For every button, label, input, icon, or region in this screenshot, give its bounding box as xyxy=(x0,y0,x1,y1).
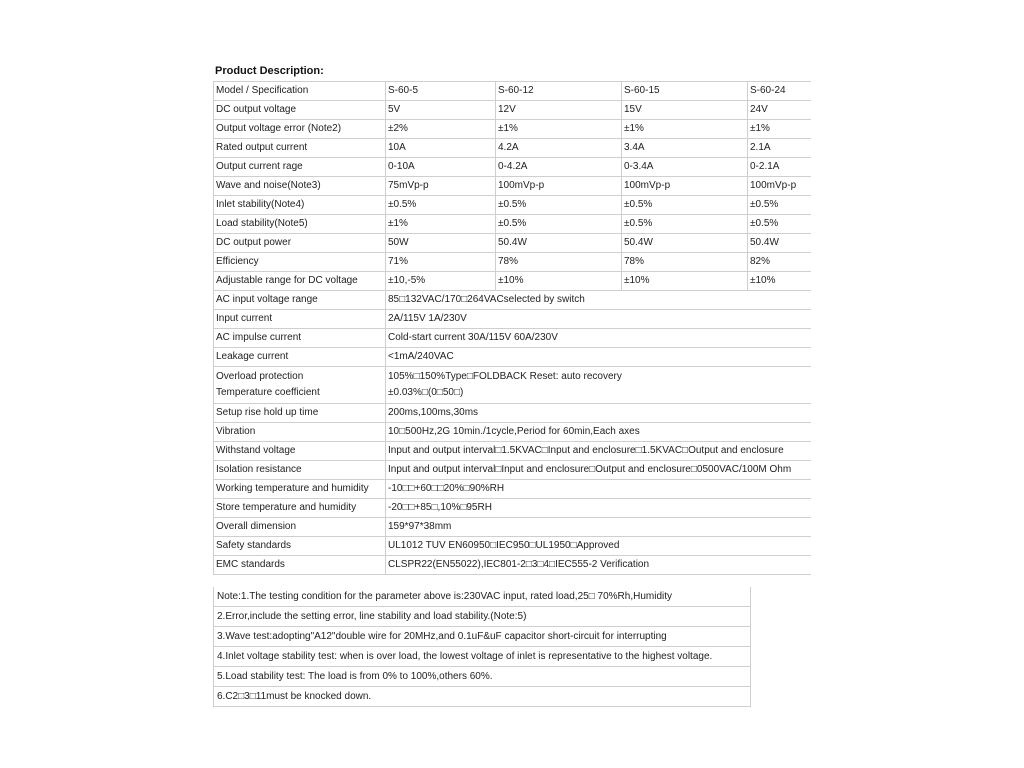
cell-value: ±2% xyxy=(386,120,496,139)
row-label: Inlet stability(Note4) xyxy=(214,196,386,215)
table-row xyxy=(214,556,812,575)
cell-value: Input and output interval□Input and enclosure□Output and enclosure□0500VAC/100M Ohm xyxy=(386,461,812,480)
row-label: Safety standards xyxy=(214,537,386,556)
cell-value: ±0.5% xyxy=(622,196,748,215)
row-label: Withstand voltage xyxy=(214,442,386,461)
cell-value: ±10% xyxy=(496,272,622,291)
row-label: Wave and noise(Note3) xyxy=(214,177,386,196)
row-label: Efficiency xyxy=(214,253,386,272)
row-label: DC output power xyxy=(214,234,386,253)
cell-value: 50.4W xyxy=(496,234,622,253)
cell-value: <1mA/240VAC xyxy=(386,348,812,367)
cell-value: 10A xyxy=(386,139,496,158)
cell-value: ±10% xyxy=(622,272,748,291)
notes-section xyxy=(213,587,751,707)
cell-value: ±1% xyxy=(622,120,748,139)
row-label-stack xyxy=(214,367,386,404)
table-row xyxy=(214,120,812,139)
cell-value: 85□132VAC/170□264VACselected by switch xyxy=(386,291,812,310)
note-line: Note:1.The testing condition for the parameter above is:230VAC input, rated load,25□ 70%Rh,Humidity xyxy=(217,591,672,602)
cell-value: ±0.5% xyxy=(748,215,812,234)
row-label: Isolation resistance xyxy=(214,461,386,480)
table-row xyxy=(214,461,812,480)
cell-value: ±0.03%□(0□50□) xyxy=(388,387,464,398)
row-label: Overall dimension xyxy=(214,518,386,537)
cell-value: 159*97*38mm xyxy=(386,518,812,537)
table-row xyxy=(214,348,812,367)
cell-value: 0-2.1A xyxy=(748,158,812,177)
table-row xyxy=(214,423,812,442)
table-row xyxy=(214,404,812,423)
row-label: AC input voltage range xyxy=(214,291,386,310)
cell-value: 2.1A xyxy=(748,139,812,158)
row-label: Rated output current xyxy=(214,139,386,158)
cell-value: 100mVp-p xyxy=(496,177,622,196)
spec-table-viewport xyxy=(213,81,811,587)
cell-value: ±1% xyxy=(386,215,496,234)
cell-value: 12V xyxy=(496,101,622,120)
row-label: Output voltage error (Note2) xyxy=(214,120,386,139)
cell-value: 75mVp-p xyxy=(386,177,496,196)
table-row xyxy=(214,196,812,215)
note-line: 3.Wave test:adopting"A12"double wire for 20MHz,and 0.1uF&uF capacitor short-circuit for interrupting xyxy=(214,626,750,646)
cell-value: 10□500Hz,2G 10min./1cycle,Period for 60min,Each axes xyxy=(386,423,812,442)
table-row xyxy=(214,253,812,272)
table-row xyxy=(214,329,812,348)
cell-value: 78% xyxy=(496,253,622,272)
table-row xyxy=(214,215,812,234)
table-row xyxy=(214,480,812,499)
model-header: S-60-24 xyxy=(748,82,812,101)
cell-value: 82% xyxy=(748,253,812,272)
cell-value: 78% xyxy=(622,253,748,272)
cell-value: ±10,-5% xyxy=(386,272,496,291)
cell-value: 50W xyxy=(386,234,496,253)
table-row xyxy=(214,234,812,253)
cell-value: 2A/115V 1A/230V xyxy=(386,310,812,329)
table-row-stacked xyxy=(214,367,812,404)
model-header: S-60-12 xyxy=(496,82,622,101)
cell-value: Cold-start current 30A/115V 60A/230V xyxy=(386,329,812,348)
cell-value: 50.4W xyxy=(748,234,812,253)
table-row xyxy=(214,291,812,310)
cell-value-stack xyxy=(386,367,812,404)
note-line: 5.Load stability test: The load is from 0% to 100%,others 60%. xyxy=(214,666,750,686)
cell-value: 0-10A xyxy=(386,158,496,177)
row-label: Setup rise hold up time xyxy=(214,404,386,423)
cell-value: ±0.5% xyxy=(386,196,496,215)
row-label: Output current rage xyxy=(214,158,386,177)
cell-value: 50.4W xyxy=(622,234,748,253)
row-label: AC impulse current xyxy=(214,329,386,348)
model-header: S-60-15 xyxy=(622,82,748,101)
spec-table xyxy=(213,81,811,575)
cell-value: 200ms,100ms,30ms xyxy=(386,404,812,423)
row-label: Overload protection xyxy=(216,371,304,382)
table-row xyxy=(214,442,812,461)
row-label: Temperature coefficient xyxy=(216,387,320,398)
row-label: Working temperature and humidity xyxy=(214,480,386,499)
cell-value: ±0.5% xyxy=(622,215,748,234)
cell-value: ±10% xyxy=(748,272,812,291)
cell-value: 0-4.2A xyxy=(496,158,622,177)
cell-value: 24V xyxy=(748,101,812,120)
row-label: Store temperature and humidity xyxy=(214,499,386,518)
cell-value: 105%□150%Type□FOLDBACK Reset: auto recovery xyxy=(388,371,622,382)
cell-value: Input and output interval□1.5KVAC□Input and enclosure□1.5KVAC□Output and enclosure xyxy=(386,442,812,461)
table-row xyxy=(214,177,812,196)
cell-value: -20□□+85□,10%□95RH xyxy=(386,499,812,518)
cell-value: 5V xyxy=(386,101,496,120)
cell-value: 100mVp-p xyxy=(748,177,812,196)
table-header-row xyxy=(214,82,812,101)
cell-value: ±1% xyxy=(748,120,812,139)
table-row xyxy=(214,158,812,177)
row-label: Adjustable range for DC voltage xyxy=(214,272,386,291)
note-line: 6.C2□3□11must be knocked down. xyxy=(214,686,750,706)
cell-value: ±0.5% xyxy=(496,196,622,215)
cell-value: UL1012 TUV EN60950□IEC950□UL1950□Approved xyxy=(386,537,812,556)
row-label: Leakage current xyxy=(214,348,386,367)
cell-value: CLSPR22(EN55022),IEC801-2□3□4□IEC555-2 Verification xyxy=(386,556,812,575)
cell-value: 71% xyxy=(386,253,496,272)
model-header: S-60-5 xyxy=(386,82,496,101)
row-label: DC output voltage xyxy=(214,101,386,120)
cell-value: 4.2A xyxy=(496,139,622,158)
table-row xyxy=(214,499,812,518)
cell-value: ±0.5% xyxy=(748,196,812,215)
table-row xyxy=(214,101,812,120)
note-line: 2.Error,include the setting error, line stability and load stability.(Note:5) xyxy=(214,606,750,626)
cell-value: ±1% xyxy=(496,120,622,139)
cell-value: ±0.5% xyxy=(496,215,622,234)
cell-value: 3.4A xyxy=(622,139,748,158)
table-row xyxy=(214,272,812,291)
row-label: Input current xyxy=(214,310,386,329)
table-row xyxy=(214,139,812,158)
cell-value: -10□□+60□□20%□90%RH xyxy=(386,480,812,499)
note-line: 4.Inlet voltage stability test: when is over load, the lowest voltage of inlet is representative to the highest voltage. xyxy=(214,646,750,666)
row-label: Vibration xyxy=(214,423,386,442)
table-row xyxy=(214,537,812,556)
table-row xyxy=(214,518,812,537)
cell-value: 15V xyxy=(622,101,748,120)
row-label: EMC standards xyxy=(214,556,386,575)
table-row xyxy=(214,310,812,329)
header-label: Model / Specification xyxy=(214,82,386,101)
cell-value: 0-3.4A xyxy=(622,158,748,177)
page-heading: Product Description: xyxy=(215,65,324,77)
row-label: Load stability(Note5) xyxy=(214,215,386,234)
cell-value: 100mVp-p xyxy=(622,177,748,196)
